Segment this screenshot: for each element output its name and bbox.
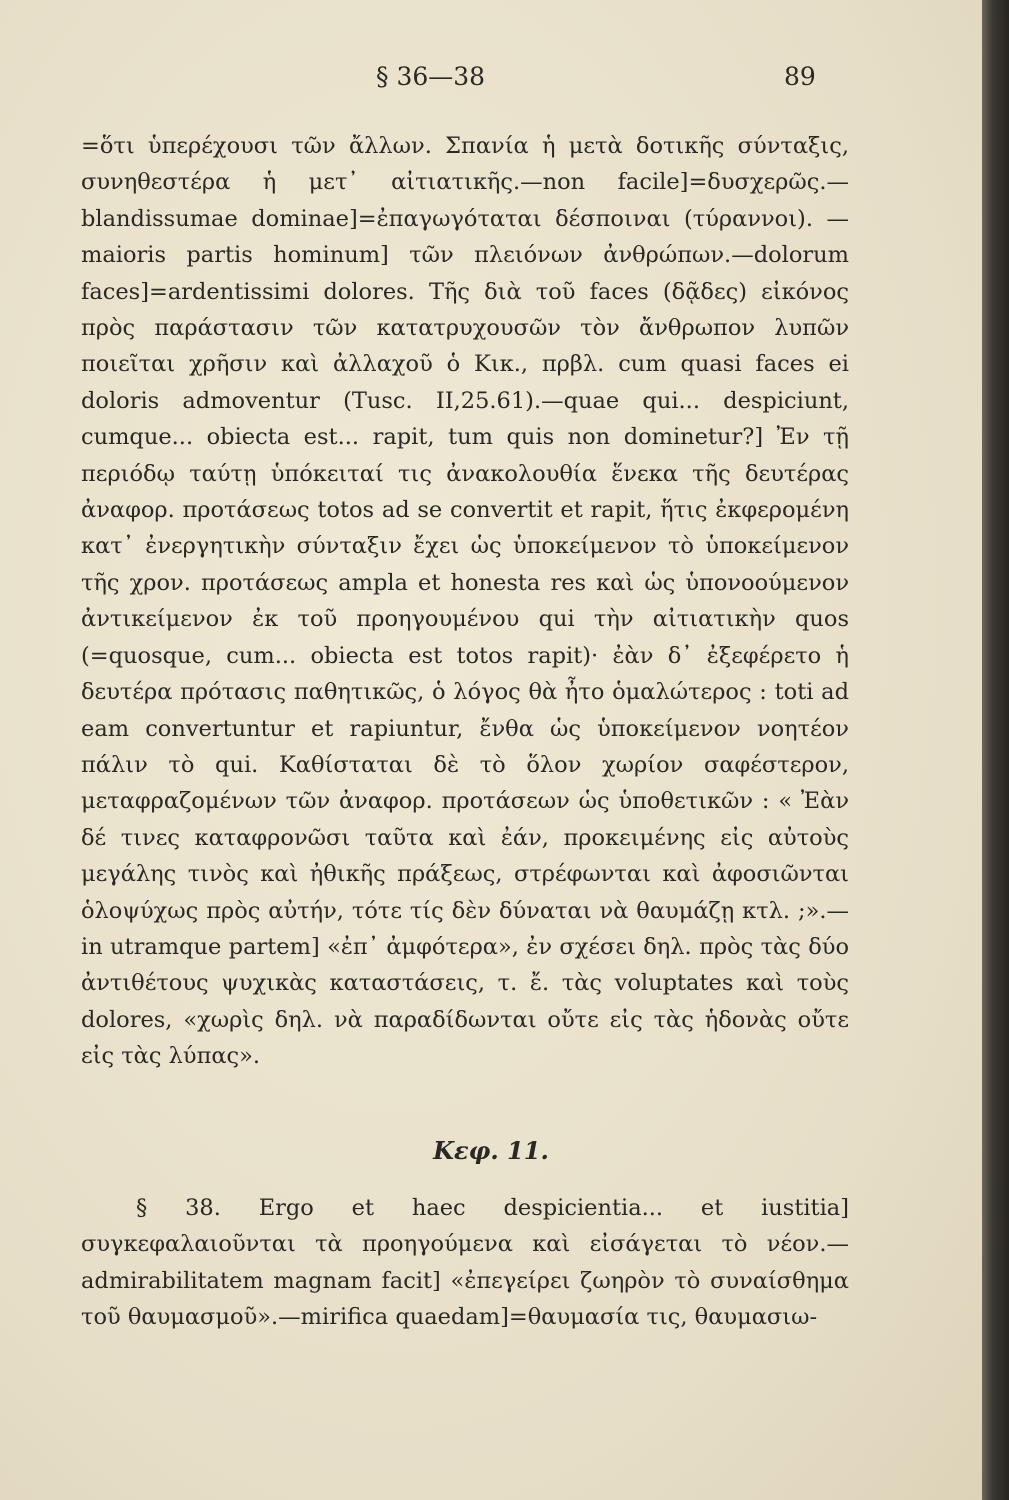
section-38-paragraph: § 38. Ergo et haec despicientia... et iustitia] συγκεφαλαιοῦνται τὰ προηγούμενα καὶ εἰσάγεται τὸ νέον.—admirabilitatem magnam facit] «ἐπεγείρει ζωηρὸν τὸ συναίσθημα τοῦ θαυμασμοῦ».—mirifica quaedam]=θαυμασία τις, θαυμασιω- (81, 1195, 849, 1331)
commentary-paragraph: =ὅτι ὑπερέχουσι τῶν ἄλλων. Σπανία ἡ μετὰ δοτικῆς σύνταξις, συνηθεστέρα ἡ μετ᾽ αἰτιατικῆς.—non facile]=δυσχερῶς.— blandissumae dominae]=ἐπαγωγόταται δέσποιναι (τύραννοι). —maioris partis hominum] τῶν πλειόνων ἀνθρώπων.—dolorum faces]=ardentissimi dolores. Τῆς διὰ τοῦ faces (δᾷδες) εἰκόνος πρὸς παράστασιν τῶν κατατρυχουσῶν τὸν ἄνθρωπον λυπῶν ποιεῖται χρῆσιν καὶ ἀλλαχοῦ ὁ Κικ., πρβλ. cum quasi faces ei doloris admoventur (Tusc. II,25.61).—quae qui... despiciunt, cumque... obiecta est... rapit, tum quis non dominetur?] Ἐν τῇ περιόδῳ ταύτῃ ὑπόκειταί τις ἀνακολουθία ἕνεκα τῆς δευτέρας ἀναφορ. προτάσεως totos ad se convertit et rapit, ἥτις ἐκφερομένη κατ᾽ ἐνεργητικὴν σύνταξιν ἔχει ὡς ὑποκείμενον τὸ ὑποκείμενον τῆς χρον. προτάσεως ampla et honesta res καὶ ὡς ὑπονοούμενον ἀντικείμενον ἐκ τοῦ προηγουμένου qui τὴν αἰτιατικὴν quos (=quosque, cum... obiecta est totos rapit)· ἐὰν δ᾽ ἐξεφέρετο ἡ δευτέρα πρότασις παθητικῶς, ὁ λόγος θὰ ἦτο ὁμαλώτερος : toti ad eam convertuntur et rapiuntur, ἔνθα ὡς ὑποκείμενον νοητέον πάλιν τὸ qui. Καθίσταται δὲ τὸ ὅλον χωρίον σαφέστερον, μεταφραζομένων τῶν ἀναφορ. προτάσεων ὡς ὑποθετικῶν : « Ἐὰν δέ τινες καταφρονῶσι ταῦτα καὶ ἐάν, προκειμένης εἰς αὐτοὺς μεγάλης τινὸς καὶ ἠθικῆς πράξεως, στρέφωνται καὶ ἀφοσιῶνται ὁλοψύχως πρὸς αὐτήν, τότε τίς δὲν δύναται νὰ θαυμάζῃ κτλ. ;».—in utramque partem] «ἐπ᾽ ἀμφότερα», ἐν σχέσει δηλ. πρὸς τὰς δύο ἀντιθέτους ψυχικὰς καταστάσεις, τ. ἔ. τὰς voluptates καὶ τοὺς dolores, «χωρὶς δηλ. νὰ παραδίδωνται οὔτε εἰς τὰς ἡδονὰς οὔτε εἰς τὰς λύπας». (81, 133, 849, 1070)
section-range: § 36—38 (376, 62, 486, 91)
running-header (0, 62, 982, 102)
chapter-heading: Κεφ. 11. (433, 1136, 549, 1165)
commentary-text (81, 128, 849, 1075)
section-38-text (81, 1190, 849, 1336)
book-cover-edge (982, 0, 1009, 1500)
page-number: 89 (784, 62, 816, 91)
